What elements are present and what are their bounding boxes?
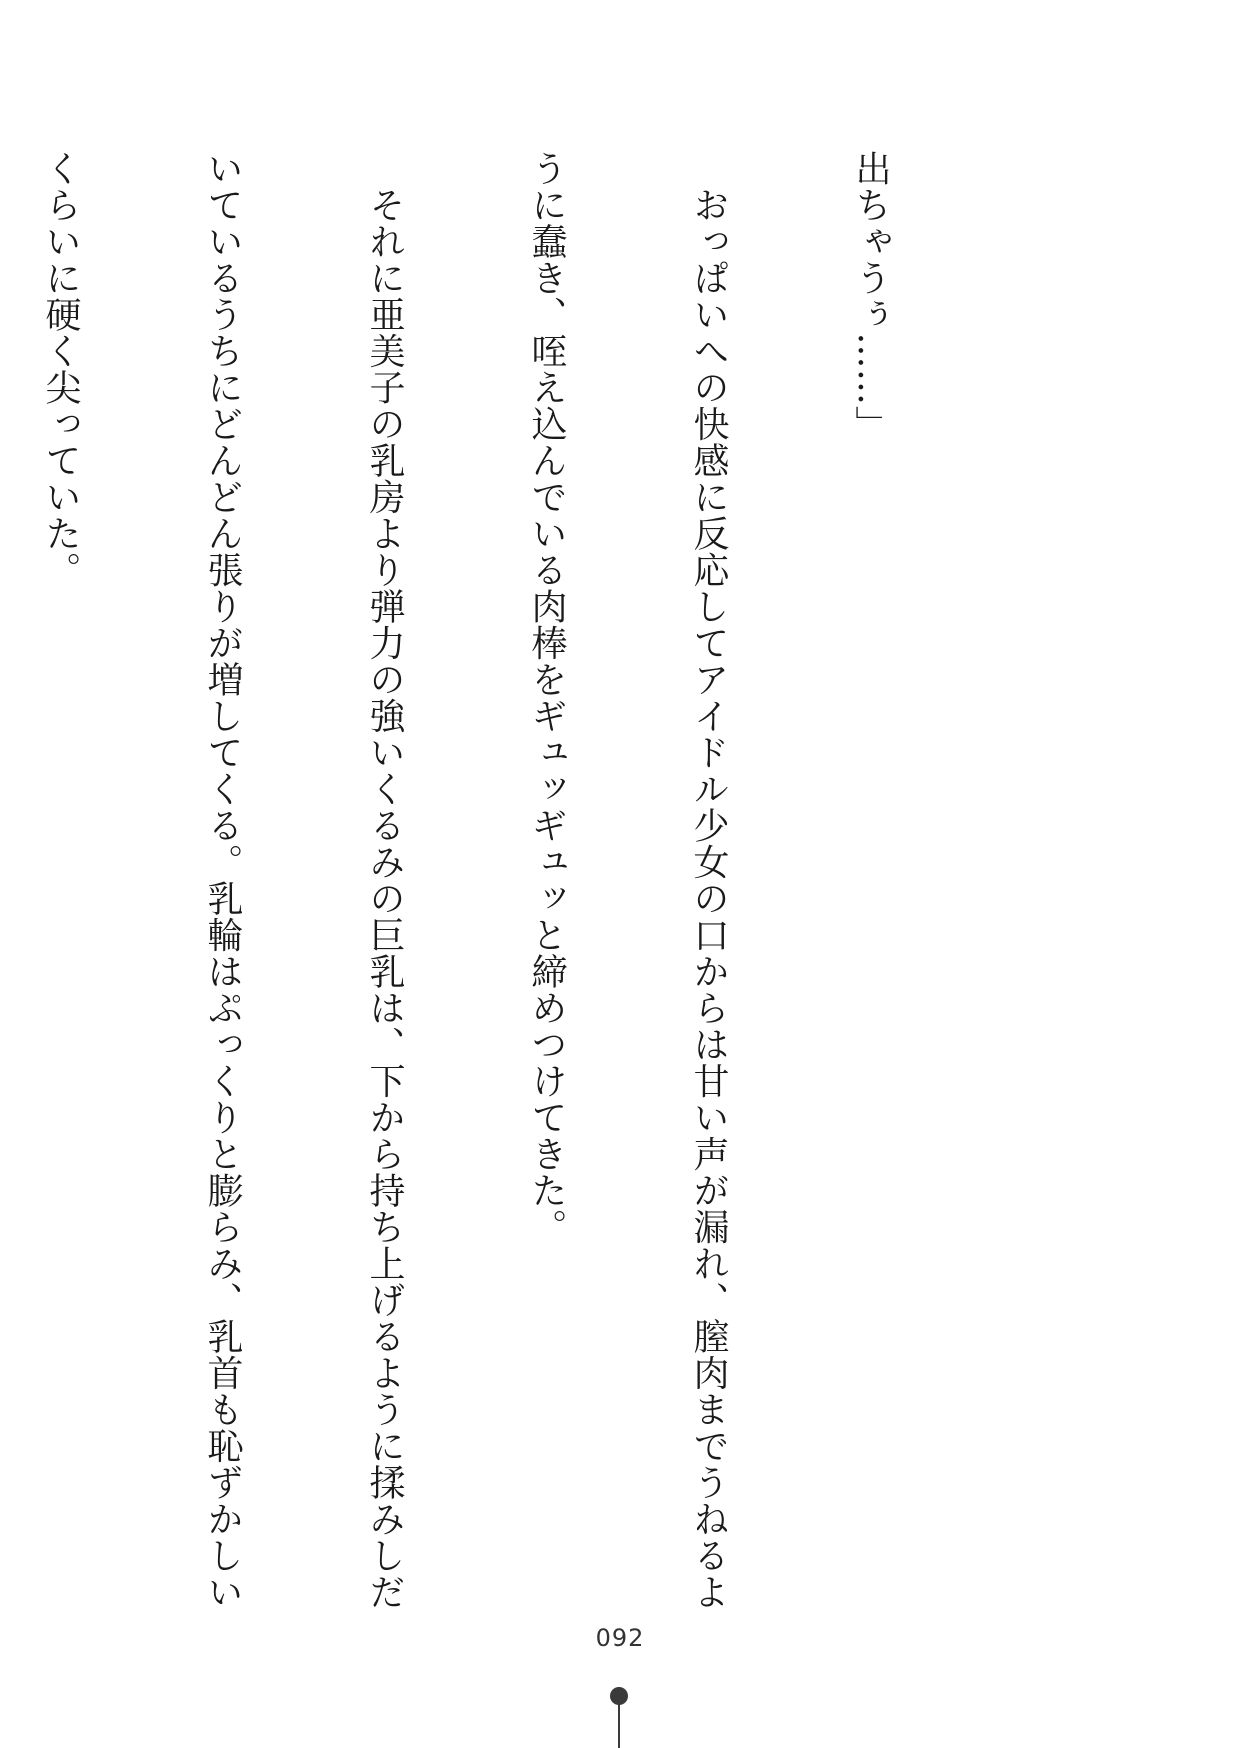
text-line: くらいに硬く尖っていた。 [40,150,81,588]
text-line: おっぱいへの快感に反応してアイドル少女の口からは甘い声が漏れ、膣肉までうねるよ [688,150,729,1610]
text-line: 出ちゃうぅ……」 [850,150,891,442]
page-number: 092 [595,1624,645,1652]
text-line: いているうちにどんどん張りが増してくる。乳輪はぷっくりと膨らみ、乳首も恥ずかしい [202,150,243,1610]
text-line: うに蠢き、咥え込んでいる肉棒をギュッギュッと締めつけてきた。 [526,150,567,1245]
vertical-text-body [40,150,1005,1610]
text-line: それに亜美子の乳房より弾力の強いくるみの巨乳は、下から持ち上げるように揉みしだ [364,150,405,1610]
page-marker-dot [610,1687,628,1705]
page-marker-line [618,1704,620,1748]
